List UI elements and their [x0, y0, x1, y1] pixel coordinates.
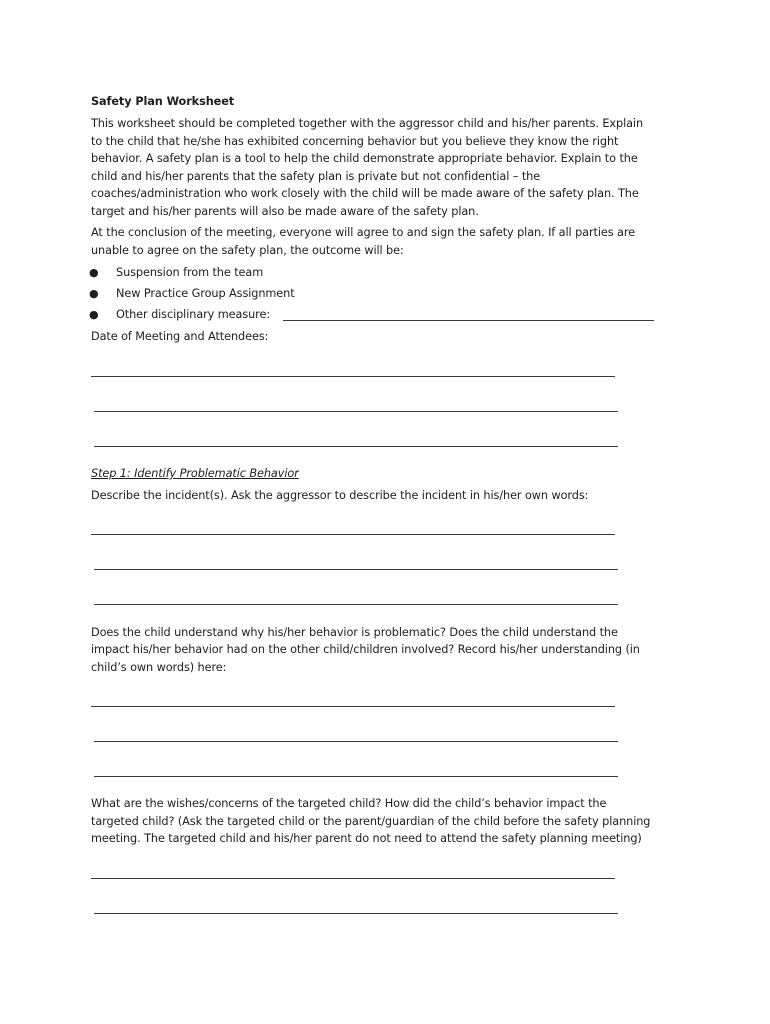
- bullet-icon: ●: [89, 287, 99, 300]
- understanding-blank-line[interactable]: [91, 706, 615, 707]
- understanding-blank-line[interactable]: [94, 741, 618, 742]
- outcome-item: New Practice Group Assignment: [116, 287, 295, 300]
- intro-line: coaches/administration who work closely with the child will be made aware of the safety plan. The: [91, 187, 639, 200]
- intro-line: target and his/her parents will also be made aware of the safety plan.: [91, 205, 479, 218]
- attendees-blank-line[interactable]: [94, 446, 618, 447]
- wishes-line: What are the wishes/concerns of the targeted child? How did the child’s behavior impact the: [91, 797, 607, 810]
- wishes-line: targeted child? (Ask the targeted child or the parent/guardian of the child before the safety planning: [91, 815, 651, 828]
- incident-blank-line[interactable]: [94, 569, 618, 570]
- bullet-icon: ●: [89, 308, 99, 321]
- understanding-line: child’s own words) here:: [91, 661, 227, 674]
- attendees-blank-line[interactable]: [91, 376, 615, 377]
- worksheet-title: Safety Plan Worksheet: [91, 95, 235, 108]
- understanding-line: impact his/her behavior had on the other child/children involved? Record his/her understanding (in: [91, 643, 640, 656]
- step1-prompt: Describe the incident(s). Ask the aggressor to describe the incident in his/her own words:: [91, 489, 589, 502]
- wishes-blank-line[interactable]: [94, 913, 618, 914]
- wishes-line: meeting. The targeted child and his/her parent do not need to attend the safety planning meeting): [91, 832, 642, 845]
- outcome-item: Other disciplinary measure:: [116, 308, 271, 321]
- outcome-item: Suspension from the team: [116, 266, 264, 279]
- attendees-blank-line[interactable]: [94, 411, 618, 412]
- intro-line: behavior. A safety plan is a tool to help the child demonstrate appropriate behavior. Explain to the: [91, 152, 638, 165]
- understanding-line: Does the child understand why his/her behavior is problematic? Does the child understand the: [91, 626, 618, 639]
- conclusion-line: At the conclusion of the meeting, everyone will agree to and sign the safety plan. If all parties are: [91, 226, 635, 239]
- intro-line: This worksheet should be completed together with the aggressor child and his/her parents. Explain: [91, 117, 644, 130]
- conclusion-line: unable to agree on the safety plan, the outcome will be:: [91, 244, 404, 257]
- wishes-blank-line[interactable]: [91, 878, 615, 879]
- date-attendees-label: Date of Meeting and Attendees:: [91, 330, 269, 343]
- other-measure-blank[interactable]: [283, 320, 654, 321]
- incident-blank-line[interactable]: [94, 604, 618, 605]
- understanding-blank-line[interactable]: [94, 776, 618, 777]
- bullet-icon: ●: [89, 266, 99, 279]
- step1-heading: Step 1: Identify Problematic Behavior: [91, 467, 299, 480]
- incident-blank-line[interactable]: [91, 534, 615, 535]
- intro-line: child and his/her parents that the safety plan is private but not confidential – the: [91, 170, 541, 183]
- intro-line: to the child that he/she has exhibited concerning behavior but you believe they know the right: [91, 135, 619, 148]
